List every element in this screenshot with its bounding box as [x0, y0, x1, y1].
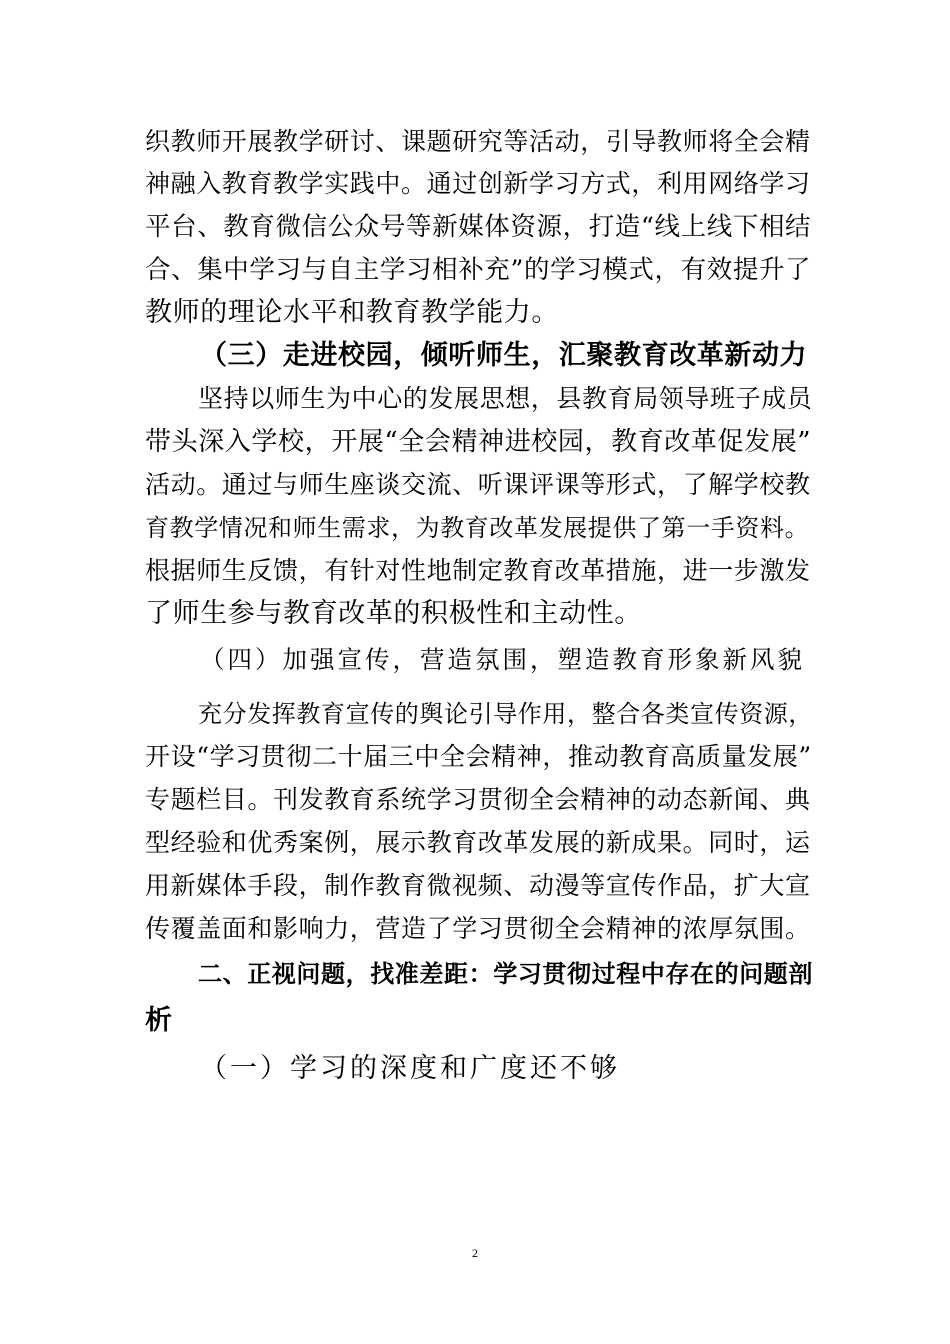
paragraph-line: 平台、教育微信公众号等新媒体资源，打造“线上线下相结 [145, 212, 812, 242]
paragraph-line: 合、集中学习与自主学习相补充”的学习模式，有效提升了 [145, 255, 812, 285]
subsection-heading-1: （一）学习的深度和广度还不够 [200, 1053, 620, 1084]
paragraph-line: 型经验和优秀案例，展示教育改革发展的新成果。同时，运 [145, 828, 811, 857]
paragraph-line: 育教学情况和师生需求，为教育改革发展提供了第一手资料。 [145, 514, 810, 542]
chapter-heading-2: 二、正视问题，找准差距：学习贯彻过程中存在的问题剖 [198, 960, 813, 988]
paragraph-line: 了师生参与教育改革的积极性和主动性。 [145, 598, 642, 629]
paragraph-line: 教师的理论水平和教育教学能力。 [145, 297, 559, 328]
paragraph-line: 开设“学习贯彻二十届三中全会精神，推动教育高质量发展” [145, 742, 812, 771]
paragraph-line: 传覆盖面和影响力，营造了学习贯彻全会精神的浓厚氛围。 [145, 914, 811, 943]
section-heading-4: （四）加强宣传，营造氛围，塑造教育形象新风貌 [200, 645, 805, 674]
paragraph-line: 带头深入学校，开展“全会精神进校园，教育改革促发展” [145, 427, 812, 457]
paragraph-line: 织教师开展教学研讨、课题研究等活动，引导教师将全会精 [145, 127, 811, 156]
paragraph-line: 用新媒体手段，制作教育微视频、动漫等宣传作品，扩大宣 [145, 871, 811, 900]
paragraph-line: 活动。通过与师生座谈交流、听课评课等形式，了解学校教 [145, 470, 811, 499]
paragraph-line: 专题栏目。刊发教育系统学习贯彻全会精神的动态新闻、典 [145, 785, 811, 814]
chapter-heading-2-continued: 析 [145, 1005, 173, 1036]
paragraph-line: 坚持以师生为中心的发展思想，县教育局领导班子成员 [198, 384, 813, 413]
paragraph-line: 根据师生反馈，有针对性地制定教育改革措施，进一步激发 [145, 556, 811, 585]
paragraph-line: 神融入教育教学实践中。通过创新学习方式，利用网络学习 [145, 169, 811, 198]
section-heading-3: （三）走进校园，倾听师生，汇聚教育改革新动力 [200, 340, 808, 371]
paragraph-line: 充分发挥教育宣传的舆论引导作用，整合各类宣传资源， [198, 700, 813, 728]
page-number: 2 [472, 1246, 478, 1260]
